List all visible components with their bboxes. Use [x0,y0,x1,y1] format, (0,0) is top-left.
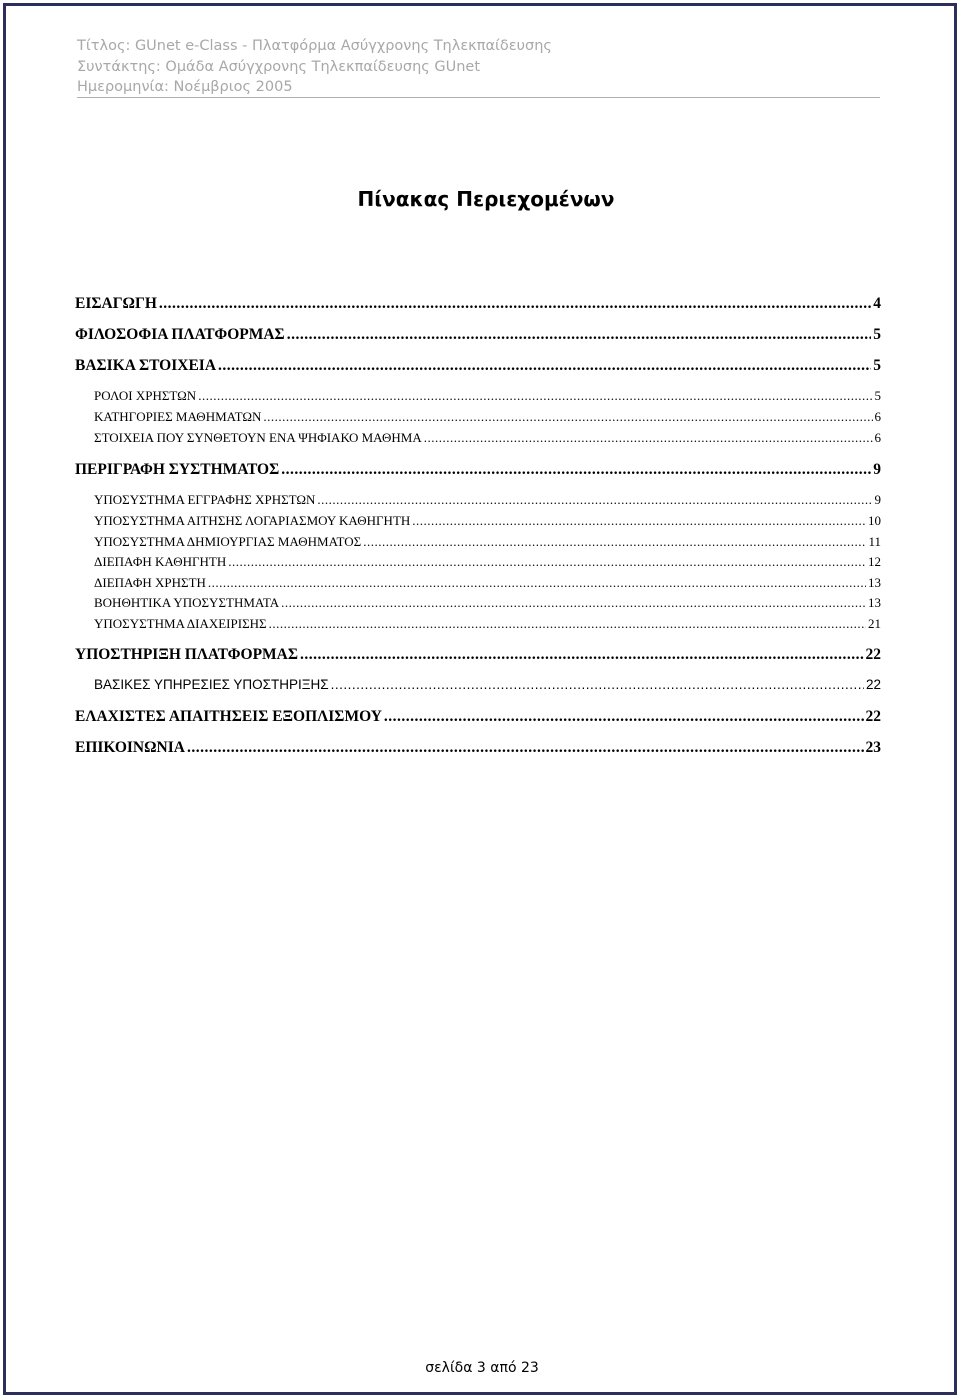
toc-entry-text: ΣΤΟΙΧΕΙΑ ΠΟΥ ΣΥΝΘΕΤΟΥΝ ΕΝΑ ΨΗΦΙΑΚΟ ΜΑΘΗΜΑ [94,430,422,445]
header-title: Τίτλος: GUnet e-Class - Πλατφόρμα Ασύγχρονης Τηλεκπαίδευσης [77,38,552,54]
toc-page-number: 9 [873,461,881,478]
toc-entry[interactable] [75,554,881,570]
toc-leader [281,461,871,479]
toc-entry-text: ΒΟΗΘΗΤΙΚΑ ΥΠΟΣΥΣΤΗΜΑΤΑ [94,595,280,610]
toc-entry-text: ΦΙΛΟΣΟΦΙΑ ΠΛΑΤΦΟΡΜΑΣ [75,326,285,343]
toc-entry-text: ΕΛΑΧΙΣΤΕΣ ΑΠΑΙΤΗΣΕΙΣ ΕΞΟΠΛΙΣΜΟΥ [75,708,382,725]
toc-entry[interactable] [75,492,881,508]
toc-page-number: 23 [865,739,881,756]
toc-entry[interactable] [75,708,881,726]
toc-leader [287,326,872,344]
toc-leader [159,295,871,313]
toc-entry-text: ΥΠΟΣΥΣΤΗΜΑ ΔΙΑΧΕΙΡΙΣΗΣ [94,616,267,631]
toc-page-number: 5 [874,388,881,403]
toc-leader [384,708,864,726]
toc-entry[interactable] [75,461,881,479]
toc-entry-text: ΕΠΙΚΟΙΝΩΝΙΑ [75,739,185,756]
toc-entry-text: ΡΟΛΟΙ ΧΡΗΣΤΩΝ [94,388,197,403]
toc-entry[interactable] [75,739,881,757]
toc-page-number: 6 [874,430,881,445]
toc-page-number: 6 [874,409,881,424]
toc-entry[interactable] [75,534,881,550]
toc-page-number: 22 [865,677,881,692]
toc-entry[interactable] [75,295,881,313]
toc-entry[interactable] [75,430,881,446]
toc-entry-text: ΚΑΤΗΓΟΡΙΕΣ ΜΑΘΗΜΑΤΩΝ [94,409,262,424]
toc-page-number: 5 [873,326,881,343]
toc-page-number: 13 [868,595,881,610]
toc-entry-text: ΔΙΕΠΑΦΗ ΧΡΗΣΤΗ [94,575,206,590]
toc-heading: Πίνακας Περιεχομένων [357,187,615,211]
toc-entry[interactable] [75,388,881,404]
toc-page-number: 10 [868,513,881,528]
header-date: Ημερομηνία: Νοέμβριος 2005 [77,79,293,95]
page-footer: σελίδα 3 από 23 [425,1360,539,1376]
toc-page-number: 5 [873,357,881,374]
toc-entry-text: ΥΠΟΣΥΣΤΗΜΑ ΕΓΓΡΑΦΗΣ ΧΡΗΣΤΩΝ [94,492,316,507]
toc-leader [281,595,866,611]
toc-leader [317,492,872,508]
toc-leader [218,357,871,375]
toc-leader [363,534,866,550]
toc-entry-text: ΔΙΕΠΑΦΗ ΚΑΘΗΓΗΤΗ [94,554,227,569]
toc-entry[interactable] [75,646,881,664]
toc-page-number: 13 [868,575,881,590]
toc-leader [331,677,864,692]
toc-entry[interactable] [75,409,881,425]
header-author: Συντάκτης: Ομάδα Ασύγχρονης Τηλεκπαίδευσης GUnet [77,58,481,75]
toc-leader [208,575,866,591]
toc-leader [187,739,864,757]
toc-leader [269,616,866,632]
toc-entry[interactable] [75,616,881,632]
toc-entry[interactable] [75,595,881,611]
toc-entry-text: ΠΕΡΙΓΡΑΦΗ ΣΥΣΤΗΜΑΤΟΣ [75,461,280,478]
toc-entry-text: ΥΠΟΣΥΣΤΗΜΑ ΔΗΜΙΟΥΡΓΙΑΣ ΜΑΘΗΜΑΤΟΣ [94,534,362,549]
toc-leader [198,388,872,404]
toc-entry-text: ΒΑΣΙΚΕΣ ΥΠΗΡΕΣΙΕΣ ΥΠΟΣΤΗΡΙΞΗΣ [94,677,329,692]
header-divider [77,97,880,98]
toc-entry[interactable] [75,357,881,375]
toc-leader [300,646,863,664]
toc-leader [412,513,866,529]
toc-page-number: 4 [873,295,881,312]
document-page [3,3,957,1395]
toc-page-number: 12 [868,554,881,569]
toc-entry-text: ΒΑΣΙΚΑ ΣΤΟΙΧΕΙΑ [75,357,217,374]
toc-page-number: 11 [868,534,881,549]
toc-entry-text: ΥΠΟΣΥΣΤΗΜΑ ΑΙΤΗΣΗΣ ΛΟΓΑΡΙΑΣΜΟΥ ΚΑΘΗΓΗΤΗ [94,513,411,528]
toc-leader [228,554,866,570]
document-header [77,36,880,98]
toc-page-number: 9 [874,492,881,507]
toc-entry-text: ΥΠΟΣΤΗΡΙΞΗ ΠΛΑΤΦΟΡΜΑΣ [75,646,299,663]
toc-entry[interactable] [75,513,881,529]
toc-page-number: 22 [865,708,881,725]
toc-entry[interactable] [75,326,881,344]
toc-page-number: 22 [865,646,881,663]
toc-leader [263,409,872,425]
toc-entry-text: ΕΙΣΑΓΩΓΗ [75,295,157,312]
toc-entry[interactable] [75,575,881,591]
toc-page-number: 21 [868,616,881,631]
toc-entry[interactable] [75,677,881,692]
toc-leader [424,430,873,446]
